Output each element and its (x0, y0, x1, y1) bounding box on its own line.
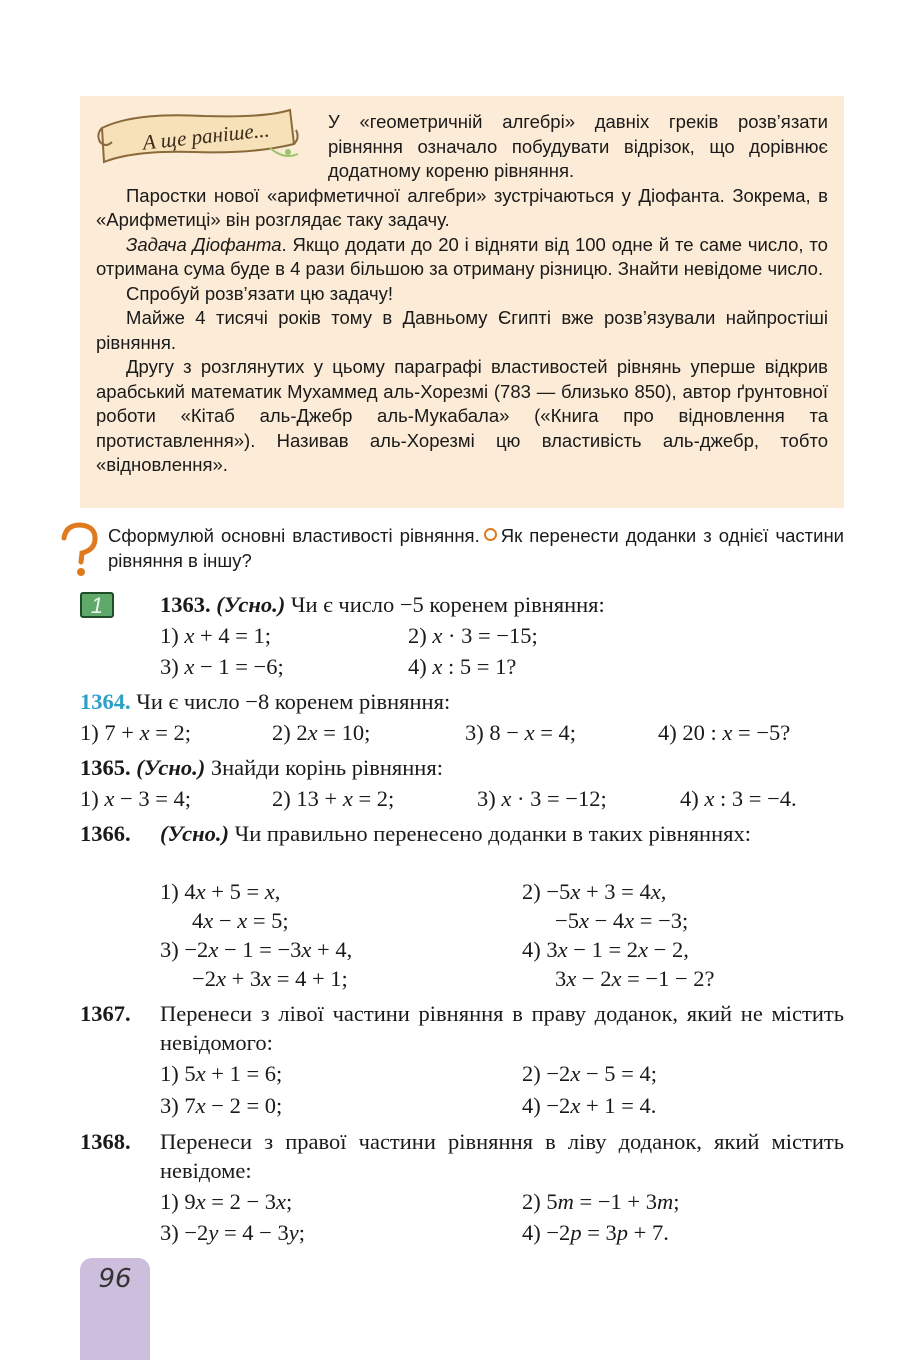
problem-1367-number (80, 999, 131, 1028)
question-part-2: Як перенести доданки з однієї частини рівняння в іншу? (108, 525, 844, 571)
problem-1363-item-2: 2) x · 3 = −15; (408, 623, 538, 648)
problem-1366-item-4a: 4) 3x − 1 = 2x − 2, (522, 937, 689, 962)
level-badge (80, 592, 114, 618)
question-mark-icon (56, 522, 102, 578)
problem-1364-heading (80, 687, 450, 716)
problem-1364-item-1: 1) 7 + x = 2; (80, 720, 192, 745)
diophantus-task-text: Якщо додати до 20 і відняти від 100 одне й те саме число, то отримана сума буде в 4 рази більшою за отриману різницю. Знайти невідоме число. (96, 233, 828, 279)
history-paragraph-2: Паростки нової «арифметичної алгебри» зустрічаються у Діофанта. Зокрема, в «Арифметиці» він розглядає таку задачу. (96, 184, 828, 230)
question-text (108, 524, 844, 573)
history-paragraph-5: Майже 4 тисячі років тому в Давньому Єгипті вже розв’язували найпростіші рівняння. (96, 307, 828, 353)
problem-number: 1365. (80, 755, 131, 780)
ribbon-text: А ще раніше... (141, 117, 271, 155)
problem-1364-item-4: 4) 20 : x = −5? (658, 720, 791, 745)
problem-1368-number (80, 1127, 131, 1156)
problem-1367-item-3: 3) 7x − 2 = 0; (160, 1093, 283, 1118)
review-questions (56, 522, 844, 578)
history-paragraph-1: У «геометричній алгебрі» давніх греків розв’язати рівняння означало побудувати відрізок, що дорівнює додатному кореню рівняння. (328, 111, 828, 181)
problem-1368-item-3: 3) −2y = 4 − 3y; (160, 1220, 305, 1245)
problem-1366-item-1b: 4x − x = 5; (192, 908, 289, 933)
problem-text: Знайди корінь рівняння: (210, 755, 443, 780)
problem-1363-heading (160, 590, 605, 619)
problem-1365-item-3: 3) x · 3 = −12; (477, 786, 607, 811)
problem-1363-item-3: 3) x − 1 = −6; (160, 654, 284, 679)
history-paragraph-6: Другу з розглянутих у цьому параграфі властивостей рівнянь уперше відкрив арабський математик Мухаммед аль-Хорезмі (783 — близько 850), автор ґрунтовної роботи «Кітаб аль-Джебр аль-Мукабала» («Книга про відновлення та протиставлення»). Називав аль-Хорезмі цю властивість аль-джебр, тобто «відновлення». (96, 356, 828, 475)
problem-1366-item-1a: 1) 4x + 5 = x, (160, 879, 281, 904)
problem-1366-item-3a: 3) −2x − 1 = −3x + 4, (160, 937, 353, 962)
problem-number: 1367. (80, 1001, 131, 1026)
oral-label: (Усно.) (136, 755, 206, 780)
bullet-circle-icon (484, 528, 497, 541)
problem-number: 1368. (80, 1129, 131, 1154)
oral-label: (Усно.) (216, 592, 286, 617)
history-box (80, 96, 844, 508)
problem-1366-item-4b: 3x − 2x = −1 − 2? (555, 966, 715, 991)
problem-1364-item-3: 3) 8 − x = 4; (465, 720, 577, 745)
problem-text: Чи правильно перенесено доданки в таких рівняннях: (234, 821, 751, 846)
problem-1367-text: Перенеси з лівої частини рівняння в праву доданок, який не містить невідомого: (160, 1001, 844, 1055)
problem-1367-item-1: 1) 5x + 1 = 6; (160, 1061, 283, 1086)
problem-1365-item-1: 1) x − 3 = 4; (80, 786, 192, 811)
problem-1366-item-2b: −5x − 4x = −3; (555, 908, 689, 933)
level-badge-text: 1 (90, 593, 104, 618)
problem-1368-text: Перенеси з правої частини рівняння в ліву доданок, який містить невідоме: (160, 1129, 844, 1183)
history-paragraph-4: Спробуй розв’язати цю задачу! (126, 282, 394, 304)
problem-1364-item-2: 2) 2x = 10; (272, 720, 371, 745)
problem-text: Чи є число −8 коренем рівняння: (136, 689, 451, 714)
problem-1366-item-2a: 2) −5x + 3 = 4x, (522, 879, 667, 904)
problem-text: Чи є число −5 коренем рівняння: (290, 592, 605, 617)
problem-1366-number (80, 819, 131, 848)
problem-number: 1366. (80, 821, 131, 846)
ribbon-label (94, 108, 300, 164)
problem-1367-item-2: 2) −2x − 5 = 4; (522, 1061, 657, 1086)
problem-1366-item-3b: −2x + 3x = 4 + 1; (192, 966, 348, 991)
oral-label: (Усно.) (160, 821, 229, 846)
problem-1363-item-4: 4) x : 5 = 1? (408, 654, 517, 679)
problem-1368-item-4: 4) −2p = 3p + 7. (522, 1220, 669, 1245)
problem-1365-heading (80, 753, 443, 782)
problem-1366-text (160, 819, 844, 848)
page-number: 96 (98, 1264, 132, 1294)
problem-1363-item-1: 1) x + 4 = 1; (160, 623, 272, 648)
problem-number: 1364. (80, 689, 131, 714)
question-part-1: Сформулюй основні властивості рівняння. (108, 525, 480, 546)
problem-1365-item-4: 4) x : 3 = −4. (680, 786, 797, 811)
history-paragraph-3: Задача Діофанта. Якщо додати до 20 і відняти від 100 одне й те саме число, то отримана сума буде в 4 рази більшою за отриману різницю. Знайти невідоме число. (96, 233, 828, 279)
problem-1368-item-2: 2) 5m = −1 + 3m; (522, 1189, 680, 1214)
problem-1365-item-2: 2) 13 + x = 2; (272, 786, 395, 811)
problem-1368-item-1: 1) 9x = 2 − 3x; (160, 1189, 293, 1214)
page-number-tab (80, 1258, 150, 1360)
diophantus-task-label: Задача Діофанта (126, 233, 282, 255)
problem-number: 1363. (160, 592, 211, 617)
problem-1367-item-4: 4) −2x + 1 = 4. (522, 1093, 657, 1118)
